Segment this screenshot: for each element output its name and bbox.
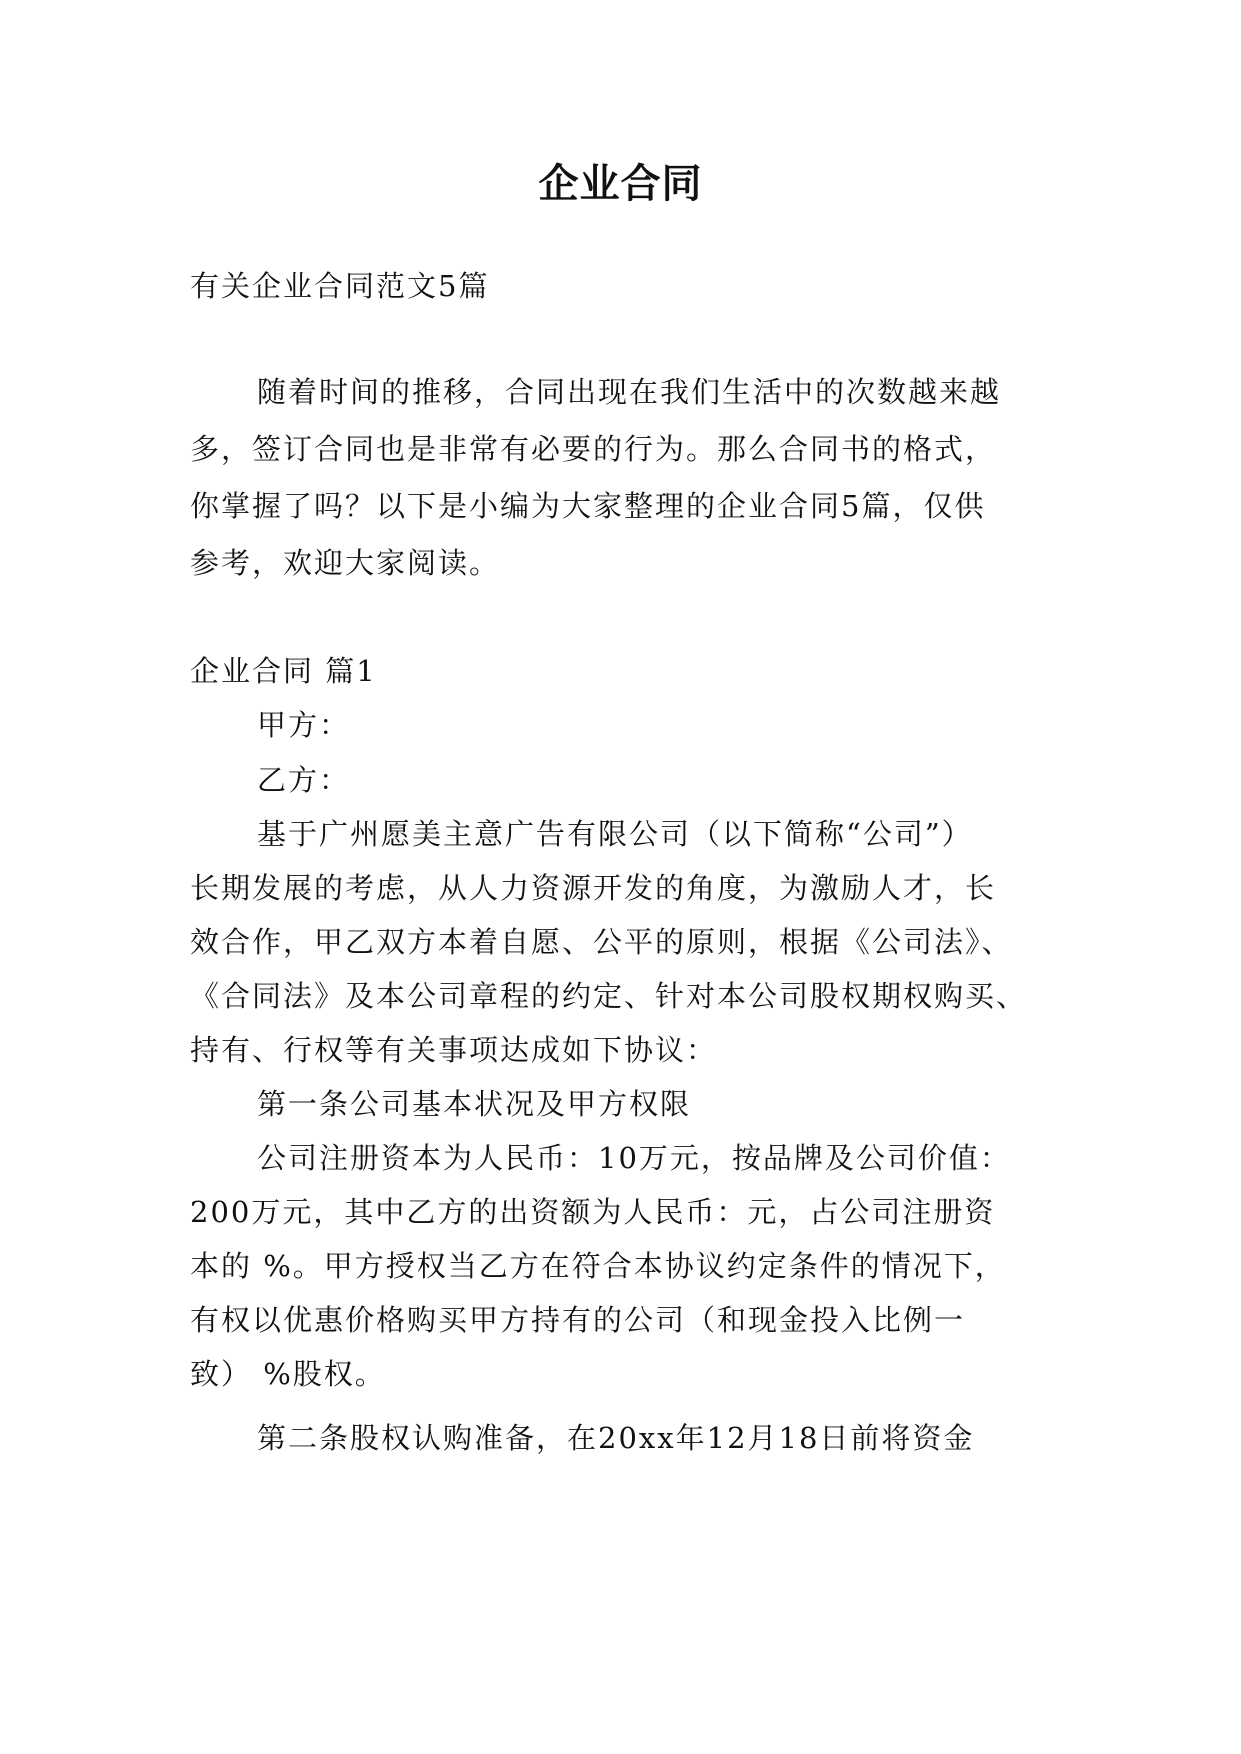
article-2-line: 第二条股权认购准备，在20xx年12月18日前将资金 [257,1421,975,1455]
intro-line: 你掌握了吗？以下是小编为大家整理的企业合同5篇，仅供 [190,489,986,523]
article-1-line: 公司注册资本为人民币：10万元，按品牌及公司价值： [257,1141,1011,1175]
preamble-line: 长期发展的考虑，从人力资源开发的角度，为激励人才，长 [190,871,997,905]
section-heading: 企业合同 篇1 [190,654,377,688]
article-1-line: 200万元，其中乙方的出资额为人民币：元，占公司注册资 [190,1195,996,1229]
intro-line: 多，签订合同也是非常有必要的行为。那么合同书的格式， [190,432,997,466]
article-1-title: 第一条公司基本状况及甲方权限 [257,1087,692,1121]
preamble-line: 持有、行权等有关事项达成如下协议： [190,1033,718,1067]
document-title: 企业合同 [538,160,703,207]
party-b-label: 乙方： [257,763,351,797]
article-1-line: 致） %股权。 [190,1357,386,1391]
intro-line: 参考，欢迎大家阅读。 [190,546,501,580]
intro-line: 随着时间的推移，合同出现在我们生活中的次数越来越 [257,375,1002,409]
preamble-line: 基于广州愿美主意广告有限公司（以下简称“公司”） [257,817,973,851]
preamble-line: 效合作，甲乙双方本着自愿、公平的原则，根据《公司法》、 [190,925,1013,959]
article-1-line: 本的 %。甲方授权当乙方在符合本协议约定条件的情况下， [190,1249,1006,1283]
article-1-line: 有权以优惠价格购买甲方持有的公司（和现金投入比例一 [190,1303,966,1337]
preamble-line: 《合同法》及本公司章程的约定、针对本公司股权期权购买、 [190,979,1028,1013]
document-subtitle: 有关企业合同范文5篇 [190,269,490,303]
party-a-label: 甲方： [257,708,351,742]
